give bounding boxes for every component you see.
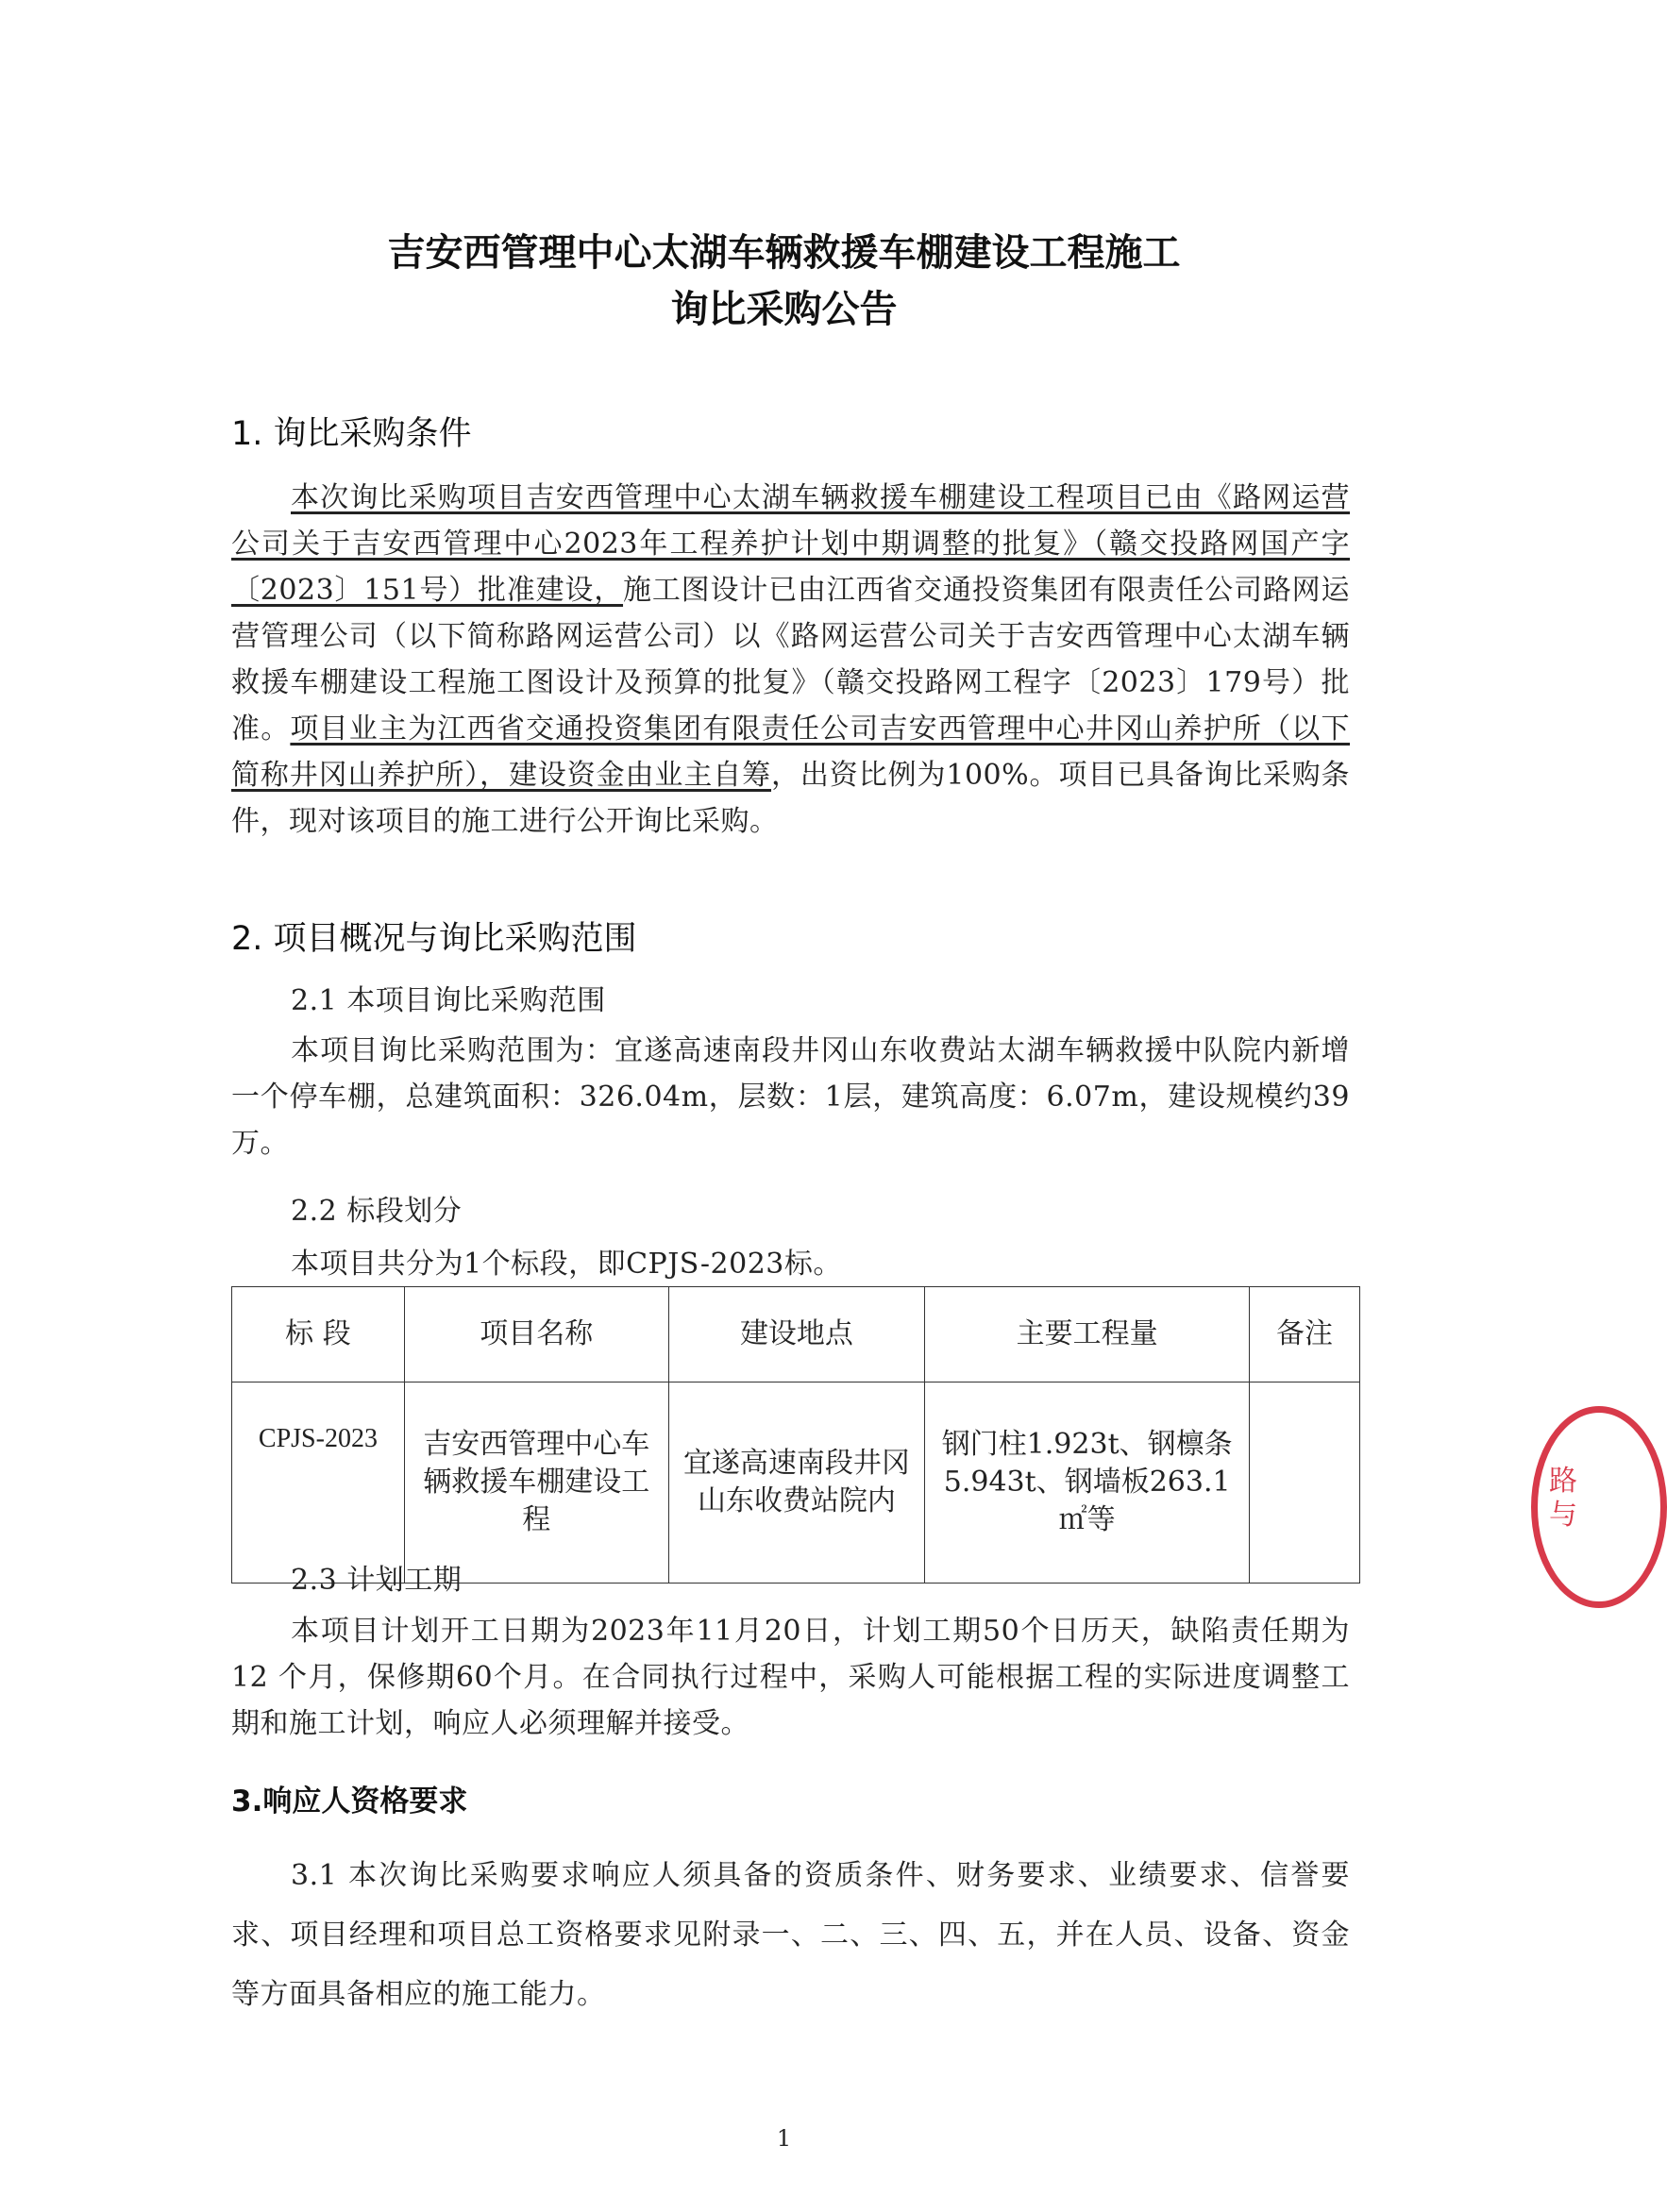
section2-2-text: 本项目共分为1个标段，即CPJS-2023标。 [291, 1248, 842, 1281]
table-cell-quantity: 钢门柱1.923t、钢檩条5.943t、钢墙板263.1㎡等 [925, 1382, 1250, 1584]
table-header-cell: 备注 [1250, 1287, 1360, 1382]
section3-heading: 3.响应人资格要求 [231, 1785, 468, 1818]
section1-underlined-text-2: 项目业主为江西省交通投资集团有限责任公司吉安西管理中心井冈山养护所（以下简称井冈山养护所），建设资金由业主自筹 [231, 712, 1350, 792]
section1-plain-text-2: ，出资比例为100%。项目已具备询比采购条件，现对该项目的施工进行公开询比采购。 [231, 759, 1350, 838]
table-header-cell: 建设地点 [668, 1287, 925, 1382]
section1-plain-text-1: 施工图设计已由江西省交通投资集团有限责任公司路网运营管理公司（以下简称路网运营公司）以《路网运营公司关于吉安西管理中心太湖车辆救援车棚建设工程施工图设计及预算的批复》（赣交投路网工程字〔2023〕179号）批准。 [231, 574, 1350, 746]
section2-heading: 2. 项目概况与询比采购范围 [231, 920, 637, 958]
table-header-cell: 标 段 [232, 1287, 405, 1382]
section2-1-text: 本项目询比采购范围为：宜遂高速南段井冈山东收费站太湖车辆救援中队院内新增一个停车棚，总建筑面积：326.04m，层数：1层，建筑高度：6.07m，建设规模约39万。 [231, 1034, 1350, 1160]
section1-heading: 1. 询比采购条件 [231, 415, 472, 453]
table-row [232, 1382, 1360, 1584]
section2-2-heading: 2.2 标段划分 [291, 1195, 463, 1228]
document-title-line2: 询比采购公告 [670, 288, 898, 331]
table-cell-code: CPJS-2023 [232, 1382, 405, 1584]
table-header-cell: 主要工程量 [925, 1287, 1250, 1382]
table-header-row [232, 1287, 1360, 1382]
table-cell-note [1250, 1382, 1360, 1584]
seal-partial-text: 路 与 [1549, 1465, 1577, 1532]
section1-underlined-text-1: 本次询比采购项目吉安西管理中心太湖车辆救援车棚建设工程项目已由《路网运营公司关于吉安西管理中心2023年工程养护计划中期调整的批复》（赣交投路网国产字〔2023〕151号）批准建设， [231, 481, 1350, 607]
section-table [231, 1286, 1360, 1584]
section2-3-heading: 2.3 计划工期 [291, 1564, 463, 1597]
table-header-cell: 项目名称 [404, 1287, 668, 1382]
page-number: 1 [776, 2125, 792, 2152]
section2-1-heading: 2.1 本项目询比采购范围 [291, 984, 606, 1017]
section2-3-text: 本项目计划开工日期为2023年11月20日，计划工期50个日历天，缺陷责任期为 12 个月，保修期60个月。在合同执行过程中，采购人可能根据工程的实际进度调整工期和施工计划，响应人必须理解并接受。 [231, 1615, 1350, 1740]
section1-paragraph [231, 475, 1350, 845]
section3-text: 3.1 本次询比采购要求响应人须具备的资质条件、财务要求、业绩要求、信誉要求、项目经理和项目总工资格要求见附录一、二、三、四、五，并在人员、设备、资金等方面具备相应的施工能力。 [231, 1859, 1350, 2011]
table-cell-name: 吉安西管理中心车辆救援车棚建设工程 [404, 1382, 668, 1584]
official-seal-stamp [1531, 1406, 1667, 1608]
table-cell-location: 宜遂高速南段井冈山东收费站院内 [668, 1382, 925, 1584]
document-title-line1: 吉安西管理中心太湖车辆救援车棚建设工程施工 [387, 231, 1181, 275]
